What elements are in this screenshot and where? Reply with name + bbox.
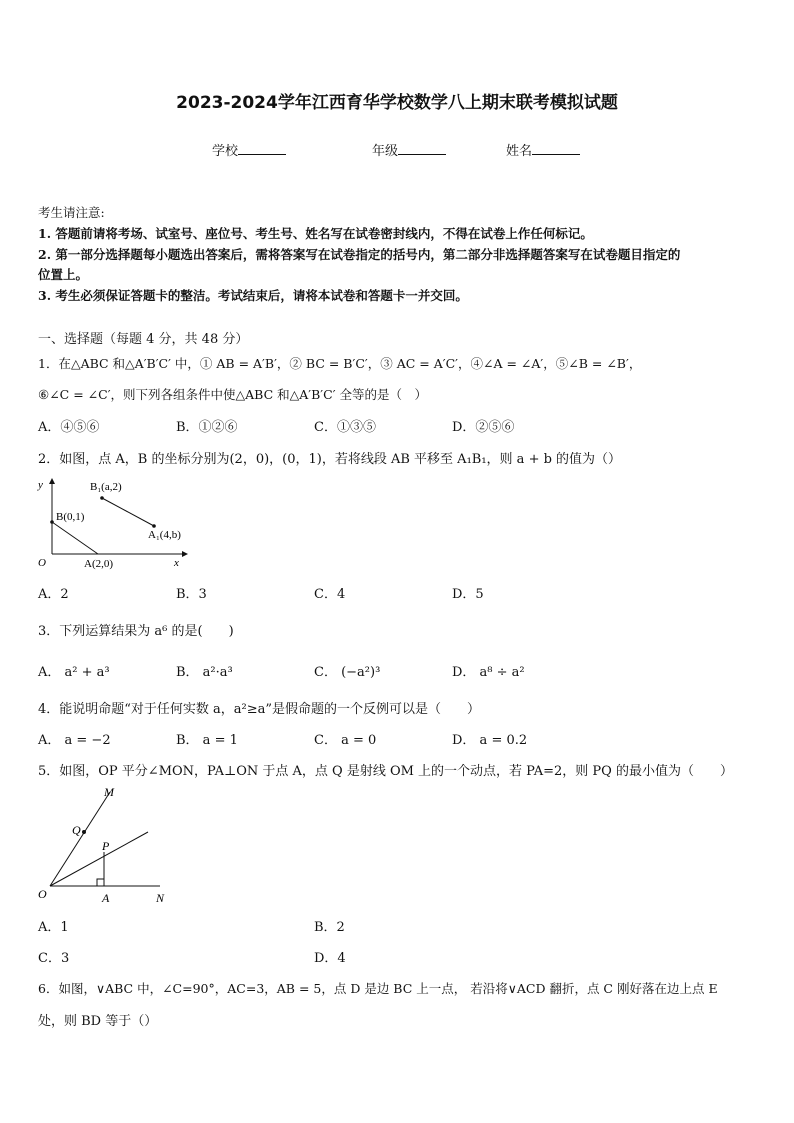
q5-label-q: Q (72, 823, 81, 837)
grade-label: 年级 (372, 144, 399, 159)
q4-option-d: D． a = 0.2 (452, 733, 528, 748)
q4-stem: 4．能说明命题“对于任何实数 a，a²≥a”是假命题的一个反例可以是（ ） (38, 702, 481, 717)
school-blank (238, 142, 286, 155)
page-title: 2023-2024学年江西育华学校数学八上期末联考模拟试题 (176, 93, 618, 113)
q3-stem: 3．下列运算结果为 a⁶ 的是( ) (38, 624, 234, 639)
q5-label-o: O (38, 887, 47, 901)
notice-item-2: 2. 第一部分选择题每小题选出答案后，需将答案写在试卷指定的括号内，第二部分非选择题答案写在试卷题目指定的 (38, 247, 681, 262)
q1-option-b: B．①②⑥ (176, 420, 238, 435)
q3-option-c: C． (−a²)³ (314, 665, 381, 680)
q2-point-b-label: B(0,1) (56, 511, 85, 523)
q5-angle-figure (32, 784, 182, 908)
q1-stem-line1: 1．在△ABC 和△A′B′C′ 中，① AB = A′B′，② BC = B′C′，③ AC = A′C′，④∠A = ∠A′，⑤∠B = ∠B′， (38, 356, 642, 371)
grade-blank (398, 142, 446, 155)
q2-stem: 2．如图，点 A，B 的坐标分别为(2，0)，(0，1)，若将线段 AB 平移至 A₁B₁，则 a + b 的值为（） (38, 452, 622, 467)
q2-point-a-label: A(2,0) (84, 558, 114, 570)
q4-option-c: C． a = 0 (314, 733, 377, 748)
q2-x-axis-label: x (174, 557, 179, 569)
q5-option-a: A．1 (38, 920, 69, 935)
notice-heading: 考生请注意: (38, 205, 105, 220)
q3-option-b: B． a²·a³ (176, 665, 233, 680)
section-heading: 一、选择题（每题 4 分，共 48 分） (38, 332, 249, 347)
q5-label-m: M (104, 785, 114, 799)
q1-stem-line2: ⑥∠C = ∠C′，则下列各组条件中使△ABC 和△A′B′C′ 全等的是（ ） (38, 387, 428, 402)
q1-option-a: A．④⑤⑥ (38, 420, 100, 435)
q2-option-a: A．2 (38, 587, 69, 602)
q1-option-c: C．①③⑤ (314, 420, 376, 435)
name-blank (532, 142, 580, 155)
notice-item-3: 3. 考生必须保证答题卡的整洁。考试结束后，请将本试卷和答题卡一并交回。 (38, 288, 468, 303)
name-label: 姓名 (506, 144, 533, 159)
q1-option-d: D．②⑤⑥ (452, 420, 515, 435)
q2-option-b: B．3 (176, 587, 207, 602)
school-field (212, 140, 286, 159)
school-label: 学校 (212, 144, 239, 159)
notice-item-2-cont: 位置上。 (38, 267, 89, 282)
q3-option-a: A． a² + a³ (38, 665, 110, 680)
q5-option-b: B．2 (314, 920, 345, 935)
q4-option-b: B． a = 1 (176, 733, 238, 748)
q6-stem-line1: 6．如图，∨ABC 中，∠C=90°，AC=3，AB = 5，点 D 是边 BC 上一点， 若沿将∨ACD 翻折，点 C 刚好落在边上点 E (38, 981, 718, 996)
q2-option-d: D．5 (452, 587, 484, 602)
q2-coordinate-figure (32, 474, 192, 570)
q2-y-axis-label: y (38, 479, 43, 491)
q4-option-a: A． a = −2 (38, 733, 111, 748)
q2-point-a1-label: A₁(4,b) (148, 529, 181, 541)
q2-point-b1-label: B₁(a,2) (90, 481, 122, 493)
q2-origin-label: O (38, 557, 46, 569)
q6-stem-line2: 处，则 BD 等于（） (38, 1014, 158, 1029)
q5-label-p: P (102, 839, 110, 853)
q5-label-a: A (102, 891, 110, 905)
notice-item-1: 1. 答题前请将考场、试室号、座位号、考生号、姓名写在试卷密封线内，不得在试卷上作任何标记。 (38, 226, 593, 241)
q5-option-c: C．3 (38, 951, 70, 966)
name-field (506, 140, 580, 159)
q5-label-n: N (156, 891, 165, 905)
q5-option-d: D．4 (314, 951, 346, 966)
q5-stem: 5．如图，OP 平分∠MON，PA⊥ON 于点 A，点 Q 是射线 OM 上的一个动点，若 PA=2，则 PQ 的最小值为（ ） (38, 764, 733, 779)
q3-option-d: D． a⁸ ÷ a² (452, 665, 525, 680)
grade-field (372, 140, 446, 159)
q2-option-c: C．4 (314, 587, 346, 602)
